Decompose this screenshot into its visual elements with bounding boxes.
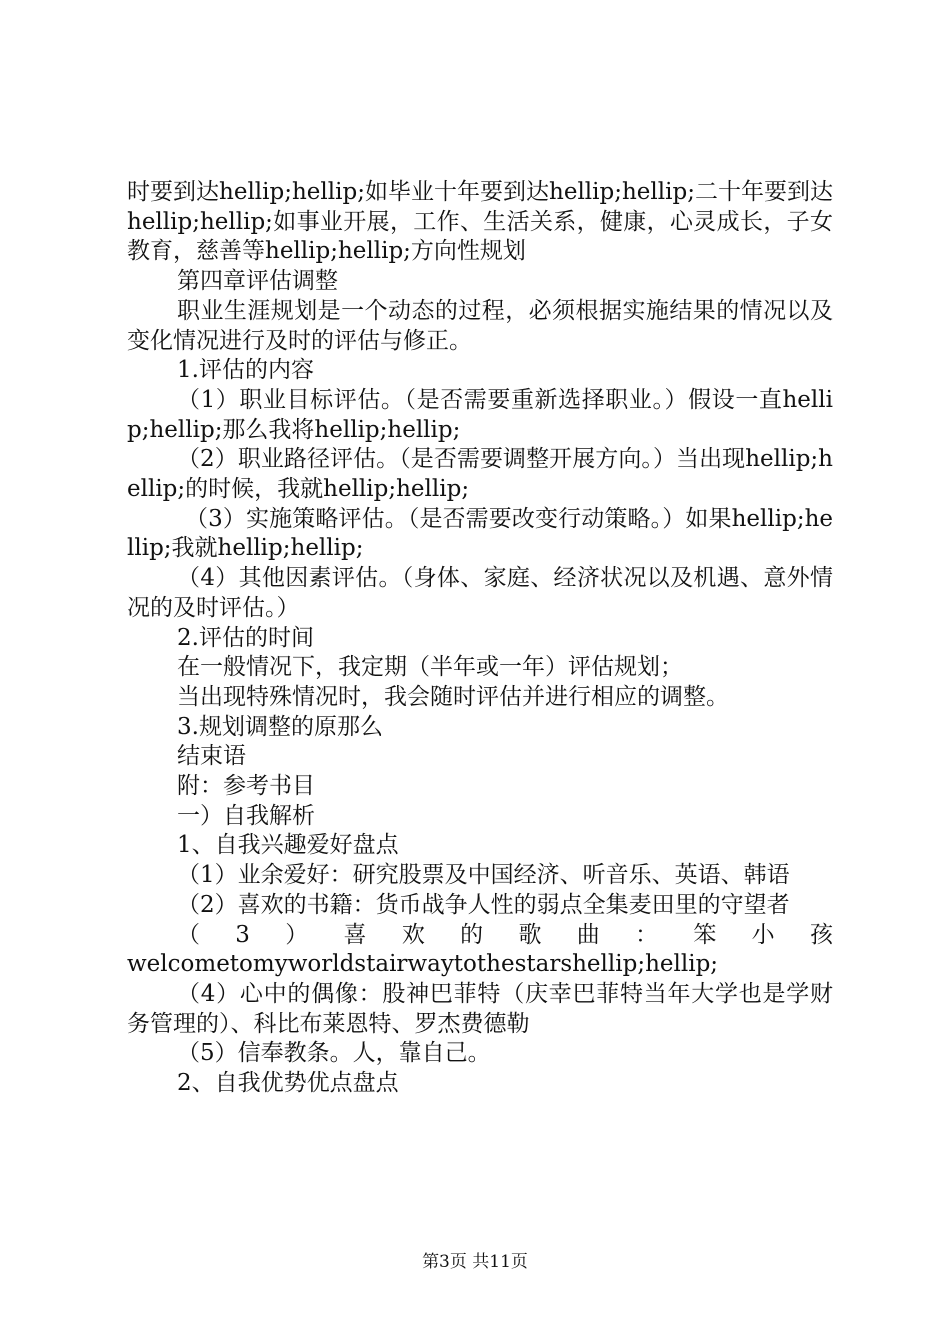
body-paragraph: 在一般情况下，我定期（半年或一年）评估规划； (177, 654, 683, 681)
list-item: （4）其他因素评估。（身体、家庭、经济状况以及机遇、意外情况的及时评估。） (127, 565, 833, 621)
list-item: （3）喜欢的歌曲：笨小孩 (177, 921, 833, 948)
section-heading: 结束语 (177, 743, 246, 770)
page-footer: 第3页 共11页 (422, 1252, 528, 1272)
list-item: （2）职业路径评估。（是否需要调整开展方向。）当出现hellip;hellip;的时候，我就hellip;hellip; (127, 446, 833, 503)
section-heading: 附：参考书目 (177, 773, 315, 800)
section-heading: 一）自我解析 (177, 802, 315, 829)
list-item: （2）喜欢的书籍：货币战争人性的弱点全集麦田里的守望者 (177, 891, 790, 918)
list-item-continuation: welcometomyworldstairwaytothestarshellip;hellip; (127, 951, 719, 978)
section-heading: 3.规划调整的原那么 (177, 713, 383, 740)
section-heading: 2、自我优势优点盘点 (177, 1070, 399, 1097)
body-paragraph: 当出现特殊情况时，我会随时评估并进行相应的调整。 (177, 683, 729, 710)
list-item: （5）信奉教条。人，靠自己。 (177, 1040, 491, 1067)
list-item: （1）业余爱好：研究股票及中国经济、听音乐、英语、韩语 (177, 862, 790, 889)
document-body (127, 178, 833, 1099)
chapter-heading: 第四章评估调整 (177, 268, 338, 295)
section-heading: 1、自我兴趣爱好盘点 (177, 832, 399, 859)
list-item: （3）实施策略评估。（是否需要改变行动策略。）如果hellip;hellip;我就hellip;hellip; (127, 505, 833, 562)
section-heading: 1.评估的内容 (177, 357, 314, 384)
section-heading: 2.评估的时间 (177, 624, 314, 651)
list-item: （1）职业目标评估。（是否需要重新选择职业。）假设一直hellip;hellip;那么我将hellip;hellip; (127, 386, 833, 443)
body-paragraph: 职业生涯规划是一个动态的过程，必须根据实施结果的情况以及变化情况进行及时的评估与修正。 (127, 297, 833, 354)
list-item: （4）心中的偶像：股神巴菲特（庆幸巴菲特当年大学也是学财务管理的）、科比布莱恩特、罗杰费德勒 (127, 980, 833, 1037)
body-paragraph: 时要到达hellip;hellip;如毕业十年要到达hellip;hellip;二十年要到达hellip;hellip;如事业开展，工作、生活关系，健康，心灵成长，子女教育，慈善等hellip;hellip;方向性规划 (127, 179, 833, 265)
